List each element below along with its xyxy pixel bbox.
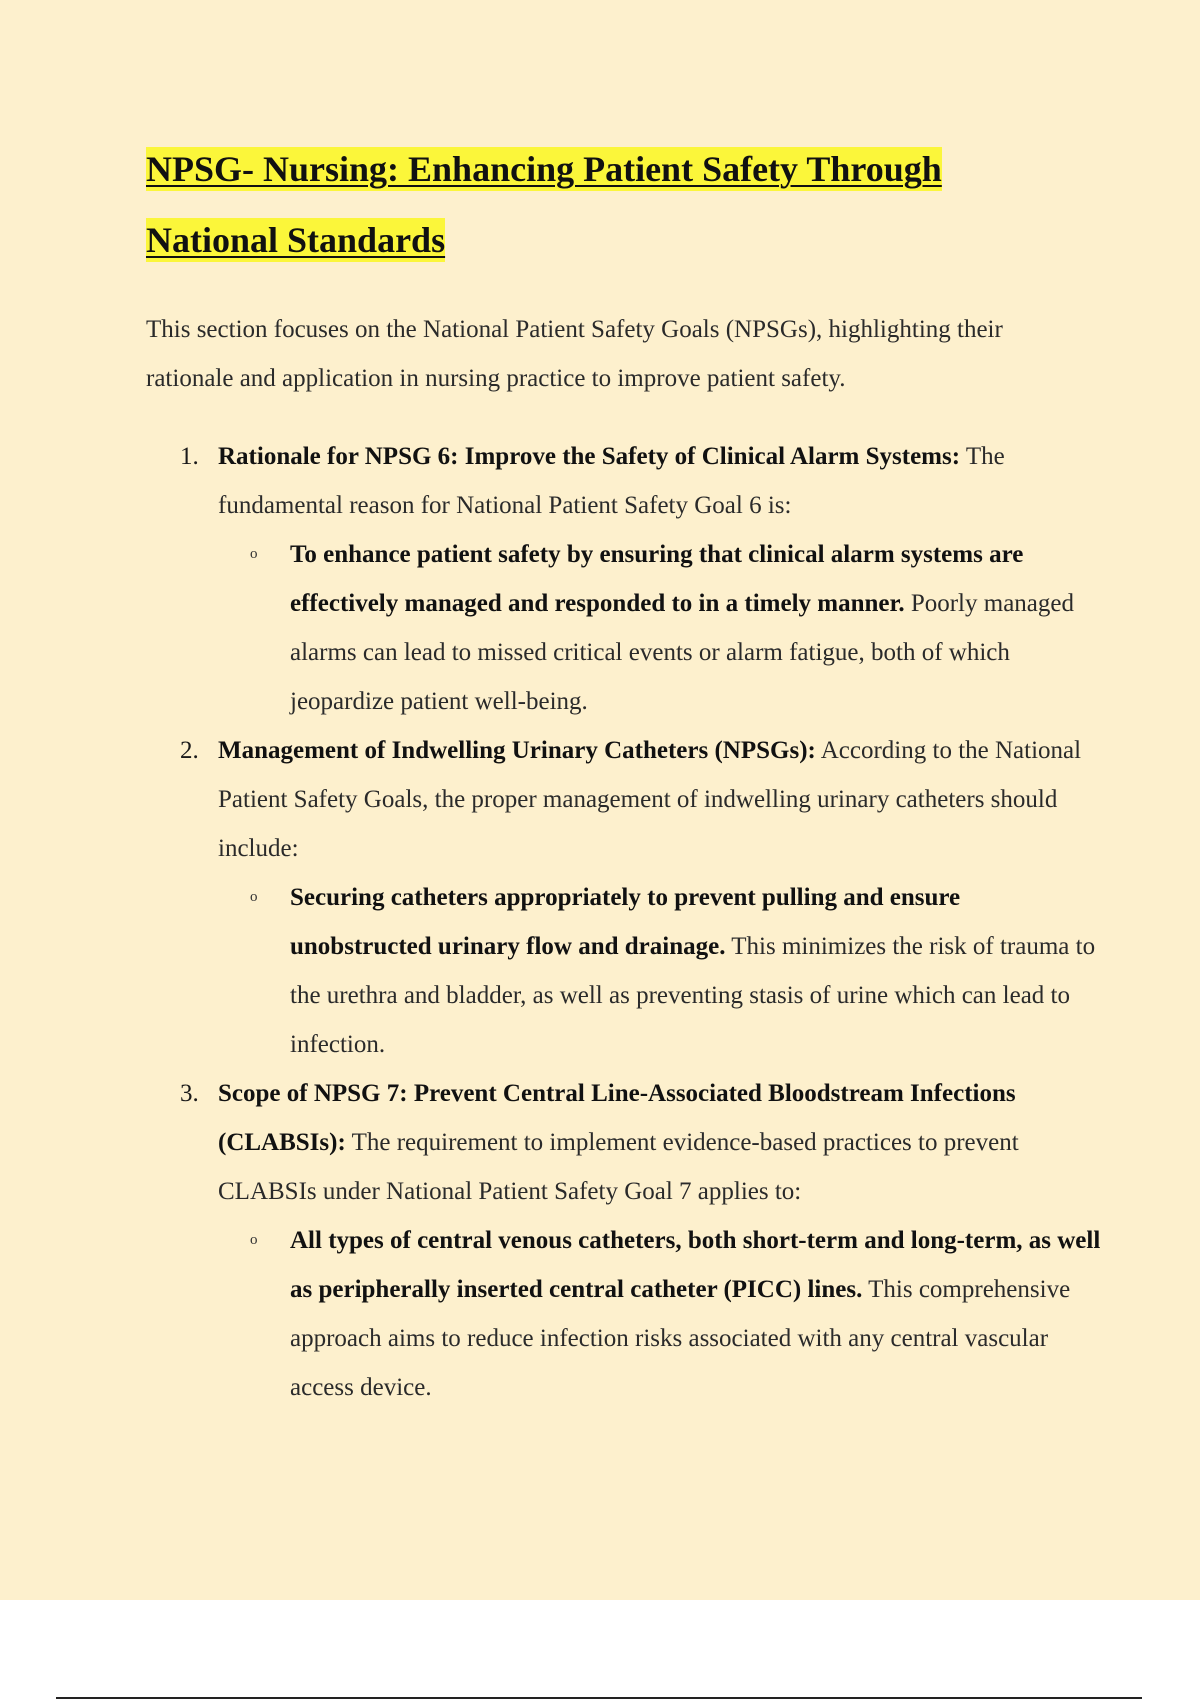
item-text: The requirement to implement evidence-based practices to prevent CLABSIs under National Patient Safety Goal 7 applies to: [218,1129,1019,1205]
sub-item-bold: To enhance patient safety by ensuring that clinical alarm systems are effectively managed and responded to in a timely manner. [290,541,1024,617]
sub-item-bold: Securing catheters appropriately to prevent pulling and ensure unobstructed urinary flow and drainage. [290,884,961,960]
item-text: According to the National Patient Safety Goals, the proper management of indwelling urinary catheters should include: [218,737,1082,862]
sub-item-text: Poorly managed alarms can lead to missed critical events or alarm fatigue, both of which jeopardize patient well-being. [290,590,1074,715]
item-heading: Management of Indwelling Urinary Catheters (NPSGs): [218,737,816,764]
sub-list-item [218,1216,1106,1412]
title-line-1: NPSG- Nursing: Enhancing Patient Safety Through [146,149,942,189]
goals-list [146,432,1106,1412]
circle-bullet-icon: o [250,889,258,905]
circle-bullet-icon: o [250,546,258,562]
sub-list [218,1216,1106,1412]
sub-item-bold: All types of central venous catheters, both short-term and long-term, as well as peripherally inserted central catheter (PICC) lines. [290,1227,1101,1303]
item-heading: Rationale for NPSG 6: Improve the Safety of Clinical Alarm Systems: [218,443,961,470]
list-item [146,726,1106,1069]
sub-item-text: This comprehensive approach aims to reduce infection risks associated with any central vascular access device. [290,1276,1071,1401]
item-heading: Scope of NPSG 7: Prevent Central Line-Associated Bloodstream Infections (CLABSIs): [218,1080,1016,1156]
title-line-2: National Standards [146,220,446,260]
item-number: 2. [180,737,199,764]
circle-bullet-icon: o [250,1232,258,1248]
list-item [146,432,1106,726]
intro-paragraph: This section focuses on the National Patient Safety Goals (NPSGs), highlighting their rationale and application in nursing practice to improve patient safety. [146,316,1003,392]
page-title [146,134,1106,276]
item-number: 1. [180,443,199,470]
sub-list [218,530,1106,726]
sub-list [218,873,1106,1069]
sub-item-text: This minimizes the risk of trauma to the urethra and bladder, as well as preventing stasis of urine which can lead to infection. [290,933,1096,1058]
page-divider [56,1697,1142,1699]
item-text: The fundamental reason for National Patient Safety Goal 6 is: [218,443,1005,519]
sub-list-item [218,530,1106,726]
list-item [146,1069,1106,1412]
sub-list-item [218,873,1106,1069]
item-number: 3. [180,1080,199,1107]
